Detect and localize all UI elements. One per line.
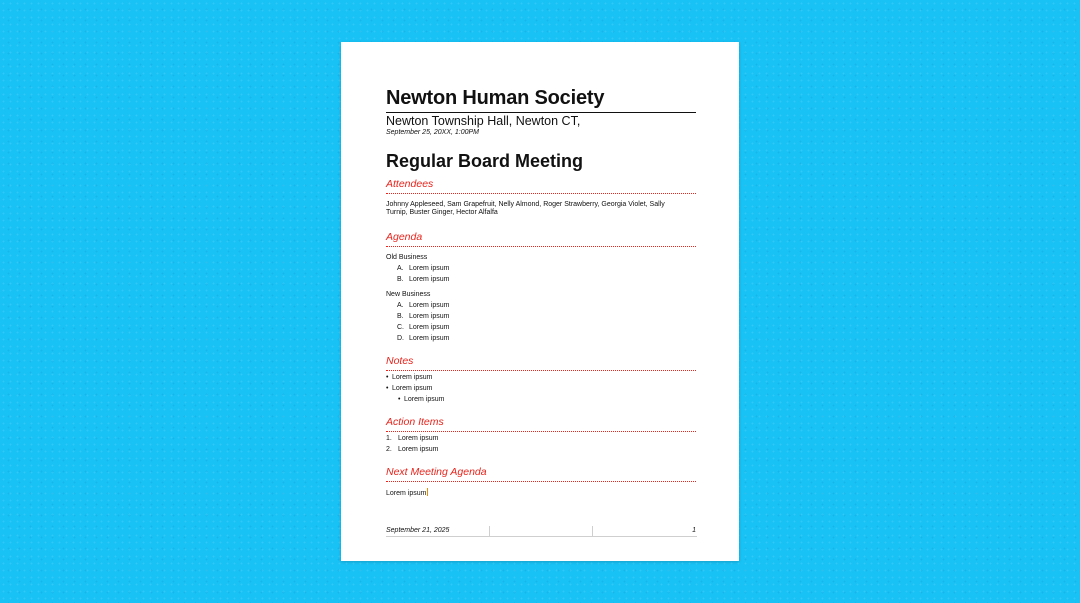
list-item[interactable] [397, 335, 449, 343]
meeting-title[interactable]: Regular Board Meeting [386, 151, 584, 171]
old-business-label[interactable]: Old Business [386, 254, 428, 261]
list-item[interactable] [397, 313, 449, 321]
list-item-text: Lorem ipsum [409, 324, 450, 331]
meeting-location[interactable]: Newton Township Hall, Newton CT, [386, 114, 581, 128]
list-item-text: Lorem ipsum [398, 446, 439, 453]
list-item[interactable] [397, 276, 449, 284]
list-item[interactable] [386, 385, 432, 393]
bullet-icon: • [386, 374, 389, 381]
notes-heading[interactable]: Notes [386, 355, 696, 371]
list-item-text: Lorem ipsum [392, 385, 433, 392]
footer-date[interactable]: September 21, 2025 [386, 527, 450, 534]
list-item[interactable] [397, 265, 449, 273]
list-marker: B. [397, 276, 404, 283]
list-item-text: Lorem ipsum [409, 302, 450, 309]
next-meeting-heading[interactable]: Next Meeting Agenda [386, 466, 696, 482]
next-meeting-text-content: Lorem ipsum [386, 490, 427, 497]
attendees-line-2[interactable]: Turnip, Buster Ginger, Hector Alfalfa [386, 209, 498, 216]
page-footer[interactable] [386, 526, 697, 537]
document-page [341, 42, 739, 561]
list-marker: A. [397, 302, 404, 309]
list-item[interactable] [386, 446, 438, 454]
list-item-text: Lorem ipsum [409, 335, 450, 342]
list-marker: C. [397, 324, 404, 331]
list-item-text: Lorem ipsum [404, 396, 445, 403]
new-business-label[interactable]: New Business [386, 291, 431, 298]
bullet-icon: • [386, 385, 389, 392]
list-item[interactable] [386, 374, 432, 382]
list-marker: D. [397, 335, 404, 342]
list-item-text: Lorem ipsum [398, 435, 439, 442]
next-meeting-text[interactable] [386, 488, 428, 498]
list-marker: 2. [386, 446, 392, 453]
list-item-text: Lorem ipsum [409, 265, 450, 272]
list-item[interactable] [397, 302, 449, 310]
footer-center-cell[interactable] [489, 526, 593, 536]
list-marker: A. [397, 265, 404, 272]
list-item[interactable] [397, 324, 449, 332]
list-marker: 1. [386, 435, 392, 442]
list-item[interactable] [386, 435, 438, 443]
bullet-icon: • [398, 396, 401, 403]
action-items-heading[interactable]: Action Items [386, 416, 696, 432]
meeting-datetime[interactable]: September 25, 20XX, 1:00PM [386, 129, 479, 136]
attendees-line-1[interactable]: Johnny Appleseed, Sam Grapefruit, Nelly Almond, Roger Strawberry, Georgia Violet, Sally [386, 201, 665, 208]
attendees-heading[interactable]: Attendees [386, 178, 696, 194]
footer-page-number[interactable]: 1 [592, 526, 697, 536]
list-item[interactable] [398, 396, 444, 404]
list-item-text: Lorem ipsum [392, 374, 433, 381]
list-item-text: Lorem ipsum [409, 276, 450, 283]
agenda-heading[interactable]: Agenda [386, 231, 696, 247]
list-item-text: Lorem ipsum [409, 313, 450, 320]
organization-title[interactable]: Newton Human Society [386, 86, 696, 113]
list-marker: B. [397, 313, 404, 320]
text-cursor [427, 488, 428, 496]
